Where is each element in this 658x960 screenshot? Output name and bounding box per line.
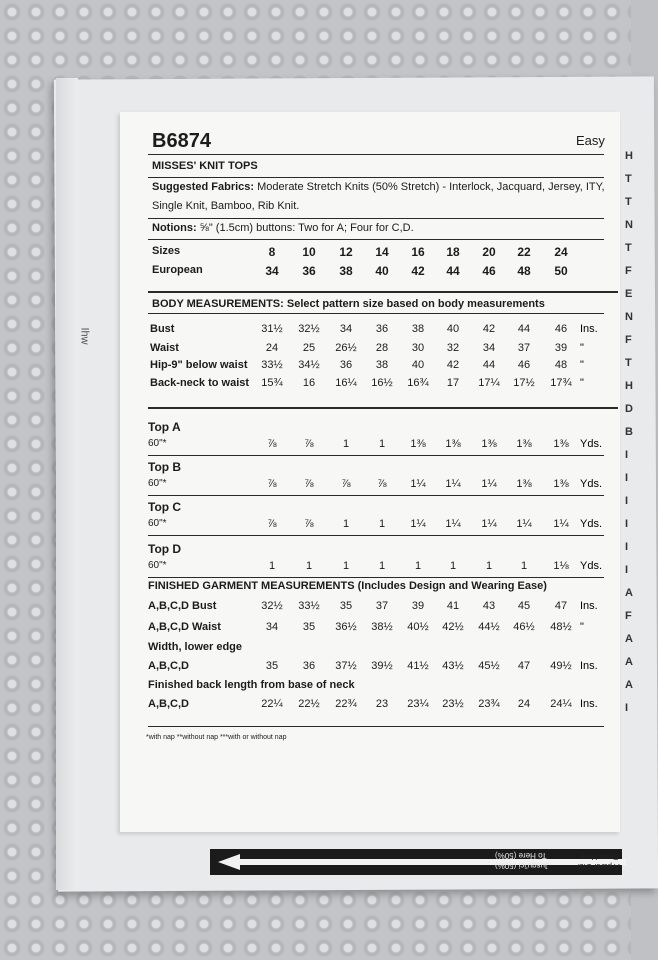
table-cell: 1¼ [553,518,569,530]
cropped-letter: I [625,472,629,484]
body-row-label: Back-neck to waist [150,377,250,389]
table-cell: 1 [378,560,386,572]
table-cell: 30 [411,342,425,354]
table-cell: 36 [375,323,389,335]
table-cell: 35 [339,600,353,612]
cropped-letter: N [625,219,633,231]
fold-line-strip [210,849,622,875]
table-cell: 1 [342,518,350,530]
table-cell: 1¼ [445,478,461,490]
unit-label: Yds. [580,518,603,530]
table-cell: 1¼ [516,518,532,530]
table-cell: 44 [517,323,531,335]
table-cell: 34 [482,342,496,354]
table-cell: 32½ [298,323,320,335]
table-cell: 46 [517,359,531,371]
table-cell: 33½ [298,600,320,612]
table-cell: 1 [414,560,422,572]
table-cell: 24 [554,245,568,259]
notions-rule [148,239,604,240]
body-row-label: Bust [150,323,175,335]
unit-label: Ins. [580,698,598,710]
table-cell: 1¼ [481,478,497,490]
table-cell: 38½ [371,621,393,633]
table-cell: 46 [554,323,568,335]
finished-row-label: A,B,C,D Bust [148,600,217,612]
table-cell: 39 [411,600,425,612]
table-cell: 12 [339,245,353,259]
table-cell: ⅞ [304,438,314,450]
table-cell: 1 [449,560,457,572]
table-cell: 48½ [550,621,572,633]
footnote: *with nap **without nap ***with or without nap [146,734,287,741]
yardage-rule [148,495,604,496]
sizes-label: Sizes [152,245,181,257]
body-heading-rule [148,313,604,314]
cropped-letter: N [625,311,633,323]
pattern-title: MISSES' KNIT TOPS [152,160,258,172]
cropped-letter: I [625,541,629,553]
table-cell: 37 [517,342,531,354]
table-cell: 50 [554,264,568,278]
table-cell: ⅞ [341,478,351,490]
table-cell: 38 [375,359,389,371]
fabrics-text: Moderate Stretch Knits (50% Stretch) - Interlock, Jacquard, Jersey, ITY, [254,181,605,193]
unit-label: Yds. [580,560,603,572]
fabrics-line-1 [152,181,605,193]
margin-note: Ihw [78,327,91,345]
table-cell: 16¼ [335,377,357,389]
table-cell: 26½ [335,342,357,354]
yardage-rule [148,535,604,536]
table-cell: 33½ [261,359,283,371]
table-cell: 22¾ [335,698,357,710]
table-cell: ⅞ [304,478,314,490]
table-cell: 1⅜ [410,438,426,450]
table-cell: ⅞ [304,518,314,530]
table-cell: 14 [375,245,389,259]
table-cell: 23¾ [478,698,500,710]
unit-label: Ins. [580,323,598,335]
left-arrow-icon [218,854,628,870]
header-rule [148,154,604,155]
yardage-width-label: 60"* [148,438,167,449]
yardage-width-label: 60"* [148,518,167,529]
unit-label: " [580,621,584,633]
unit-label: " [580,359,584,371]
notions-label: Notions: [152,222,197,234]
table-cell: 40½ [407,621,429,633]
table-cell: 43 [482,600,496,612]
table-cell: 38 [339,264,353,278]
table-cell: 36 [339,359,353,371]
table-cell: 45 [517,600,531,612]
measurement-chart-sheet [120,112,620,832]
fabrics-line-2: Single Knit, Bamboo, Rib Knit. [152,200,300,212]
table-cell: 1⅜ [445,438,461,450]
cropped-letter: A [625,587,633,599]
table-cell: 20 [482,245,496,259]
table-cell: 39½ [371,660,393,672]
cropped-letter: B [625,426,633,438]
table-cell: 46½ [513,621,535,633]
table-cell: 40 [375,264,389,278]
cropped-letter: D [625,403,633,415]
table-cell: 48 [517,264,531,278]
width-heading: Width, lower edge [148,641,243,653]
table-cell: 42 [411,264,425,278]
table-cell: 24 [517,698,531,710]
table-cell: 40 [411,359,425,371]
table-cell: 23¼ [407,698,429,710]
cropped-letter: A [625,656,633,668]
table-cell: ⅞ [267,438,277,450]
cropped-letter: T [625,242,632,254]
table-cell: 1 [268,560,276,572]
table-cell: 23 [375,698,389,710]
table-cell: 35 [265,660,279,672]
yardage-rule [148,455,604,456]
table-cell: 1⅜ [481,438,497,450]
yardage-view-label: Top D [148,542,182,556]
table-cell: 36½ [335,621,357,633]
table-cell: 44½ [478,621,500,633]
table-cell: 1 [520,560,528,572]
table-cell: 32½ [261,600,283,612]
table-cell: 1¼ [481,518,497,530]
table-cell: 24¼ [550,698,572,710]
unit-label: Yds. [580,478,603,490]
right-edge-cropped-text [621,150,635,870]
body-row-label: Hip-9" below waist [150,359,248,371]
table-cell: 16 [411,245,425,259]
cropped-letter: F [625,610,632,622]
table-cell: 18 [446,245,460,259]
finished-row-label: A,B,C,D Waist [148,621,221,633]
cropped-letter: A [625,679,633,691]
table-cell: 42½ [442,621,464,633]
cropped-letter: I [625,495,629,507]
fold-text-french: Jusqu'ici (50%) [495,861,549,870]
unit-label: Ins. [580,660,598,672]
body-measurements-heading: BODY MEASUREMENTS: Select pattern size based on body measurements [152,298,545,310]
table-cell: 24 [265,342,279,354]
cropped-letter: A [625,633,633,645]
fabrics-rule [148,218,604,219]
table-cell: 1⅛ [553,560,569,572]
table-cell: 1 [342,560,350,572]
table-cell: ⅞ [267,518,277,530]
table-cell: 31½ [261,323,283,335]
fold-outside-text-english: From Here [580,852,619,861]
table-cell: 1 [378,518,386,530]
body-row-label: Waist [150,342,179,354]
cropped-letter: E [625,288,633,300]
unit-label: " [580,377,584,389]
cropped-letter: T [625,196,632,208]
unit-label: " [580,342,584,354]
table-cell: 16¾ [407,377,429,389]
yardage-view-label: Top A [148,420,181,434]
pattern-number: B6874 [152,130,211,152]
row-label: A,B,C,D [148,660,189,672]
table-cell: 47 [517,660,531,672]
table-cell: 22½ [298,698,320,710]
table-cell: 34 [339,323,353,335]
cropped-letter: T [625,173,632,185]
table-cell: 1⅜ [553,478,569,490]
table-cell: 1¼ [410,478,426,490]
length-heading: Finished back length from base of neck [148,679,355,691]
table-cell: 42 [446,359,460,371]
table-cell: 15¾ [261,377,283,389]
fold-outside-text-french: À partir d'ici [578,862,620,871]
table-cell: 41 [446,600,460,612]
table-cell: 38 [411,323,425,335]
body-section-rule [148,291,618,293]
cropped-letter: F [625,265,632,277]
table-cell: 23½ [442,698,464,710]
table-cell: 17¾ [550,377,572,389]
table-cell: 43½ [442,660,464,672]
envelope-flap-edge [56,78,78,890]
table-cell: 44 [482,359,496,371]
european-label: European [152,264,203,276]
table-cell: 17½ [513,377,535,389]
cropped-letter: F [625,334,632,346]
table-cell: 28 [375,342,389,354]
cropped-letter: I [625,518,629,530]
table-cell: 42 [482,323,496,335]
title-rule [148,177,604,178]
table-cell: 37½ [335,660,357,672]
table-cell: 49½ [550,660,572,672]
cropped-letter: I [625,449,629,461]
finished-heading: FINISHED GARMENT MEASUREMENTS (Includes Design and Wearing Ease) [148,580,547,592]
unit-label: Ins. [580,600,598,612]
table-cell: 44 [446,264,460,278]
table-cell: 35 [302,621,316,633]
cropped-letter: H [625,150,633,162]
table-cell: 22 [517,245,531,259]
difficulty-label: Easy [576,133,605,148]
unit-label: Yds. [580,438,603,450]
table-cell: 25 [302,342,316,354]
footnote-rule [148,726,604,727]
cropped-letter: H [625,380,633,392]
cropped-letter: I [625,702,629,714]
notions-line [152,222,414,234]
table-cell: 34½ [298,359,320,371]
table-cell: 1 [378,438,386,450]
yardage-width-label: 60"* [148,478,167,489]
table-cell: 1 [485,560,493,572]
table-cell: 32 [446,342,460,354]
table-cell: 41½ [407,660,429,672]
table-cell: 8 [268,245,276,259]
table-cell: 34 [265,621,279,633]
table-cell: 36 [302,264,316,278]
table-cell: 1⅜ [516,438,532,450]
table-cell: 16½ [371,377,393,389]
table-cell: 17¼ [478,377,500,389]
table-cell: 37 [375,600,389,612]
table-cell: 10 [302,245,316,259]
table-cell: 48 [554,359,568,371]
table-cell: 1 [305,560,313,572]
table-cell: ⅞ [267,478,277,490]
table-cell: 46 [482,264,496,278]
yardage-section-rule [148,407,618,409]
notions-text: ⅝" (1.5cm) buttons: Two for A; Four for C,D. [196,222,414,234]
fold-text-english: To Here (50%) [495,851,547,860]
table-cell: 36 [302,660,316,672]
yardage-width-label: 60"* [148,560,167,571]
cropped-letter: I [625,564,629,576]
fabrics-label: Suggested Fabrics: [152,181,255,193]
yardage-view-label: Top B [148,460,182,474]
table-cell: 1⅜ [516,478,532,490]
table-cell: 40 [446,323,460,335]
table-cell: 39 [554,342,568,354]
table-cell: ⅞ [377,478,387,490]
yardage-rule [148,577,604,578]
table-cell: 16 [302,377,316,389]
table-cell: 1 [342,438,350,450]
table-cell: 45½ [478,660,500,672]
cropped-letter: T [625,357,632,369]
yardage-view-label: Top C [148,500,182,514]
table-cell: 1¼ [410,518,426,530]
table-cell: 1⅜ [553,438,569,450]
table-cell: 1¼ [445,518,461,530]
table-cell: 17 [446,377,460,389]
table-cell: 34 [265,264,279,278]
table-cell: 47 [554,600,568,612]
table-cell: 22¼ [261,698,283,710]
row-label: A,B,C,D [148,698,189,710]
